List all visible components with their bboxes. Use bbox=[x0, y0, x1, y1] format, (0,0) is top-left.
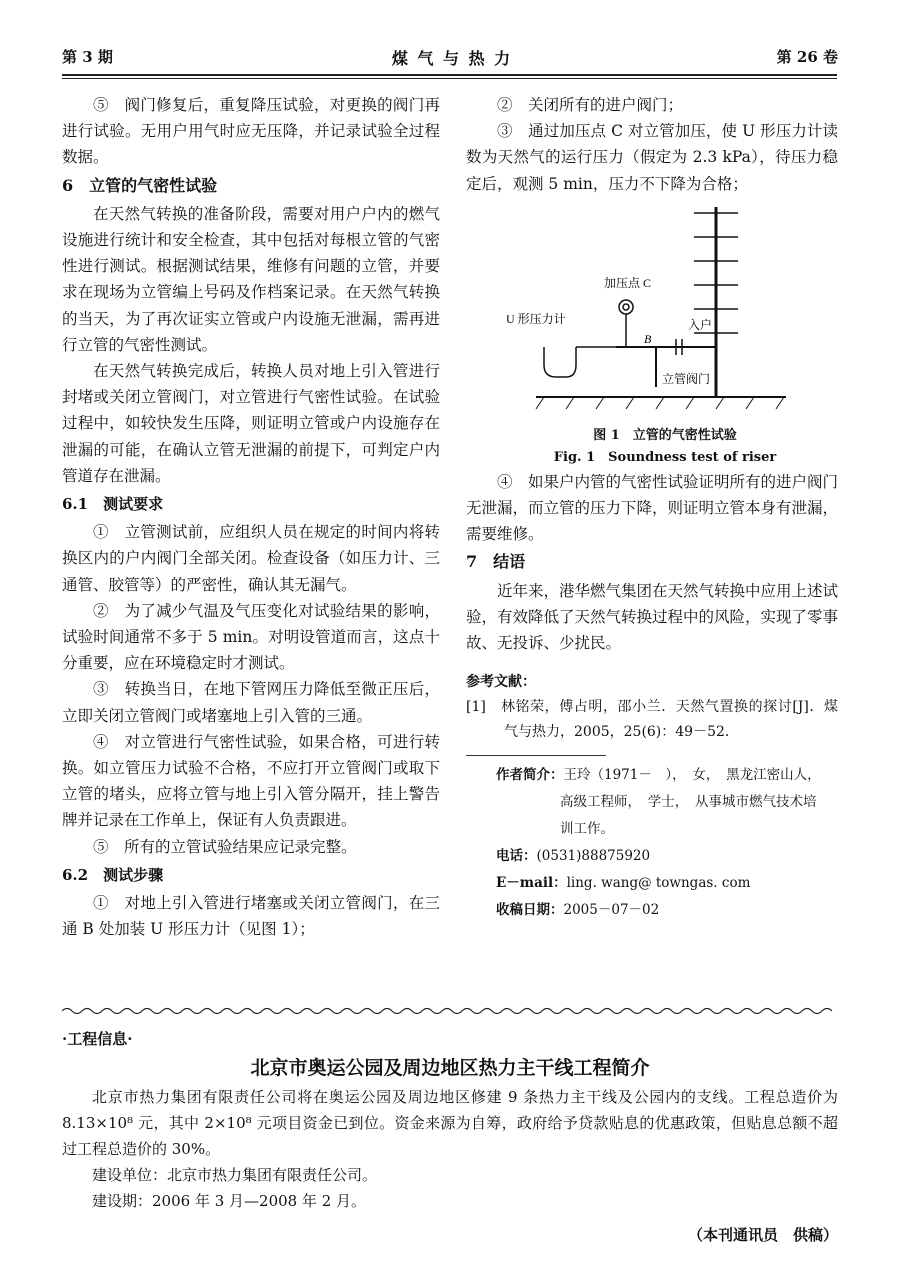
header-rule-thin bbox=[62, 78, 837, 79]
label-inlet: 入户 bbox=[688, 317, 713, 332]
left-column bbox=[62, 92, 440, 943]
label-u-gauge: U 形压力计 bbox=[506, 311, 566, 326]
email-label: E－mail： bbox=[496, 875, 567, 892]
list-item: ③ 转换当日，在地下管网压力降低至微正压后，立即关闭立管阀门或堵塞地上引入管的三通。 bbox=[62, 680, 440, 725]
list-item: ① 对地上引入管进行堵塞或关闭立管阀门，在三通 B 处加装 U 形压力计（见图 1）； bbox=[62, 894, 440, 939]
label-b: B bbox=[644, 331, 652, 346]
date-value: 2005－07－02 bbox=[563, 902, 660, 919]
news-title: 北京市奥运公园及周边地区热力主干线工程简介 bbox=[250, 1057, 650, 1079]
subsection-heading: 6.1 测试要求 bbox=[62, 495, 164, 514]
author-info bbox=[466, 762, 838, 924]
tel-value: (0531)88875920 bbox=[536, 848, 651, 865]
journal-title: 煤 气 与 热 力 bbox=[391, 49, 513, 68]
volume-number: 第 26 卷 bbox=[776, 48, 838, 66]
subsection-heading: 6.2 测试步骤 bbox=[62, 865, 164, 884]
right-column bbox=[466, 92, 838, 924]
header-rule bbox=[62, 74, 837, 76]
figure-caption-en: Fig. 1 Soundness test of riser bbox=[553, 449, 777, 465]
paragraph: 在天然气转换的准备阶段，需要对用户户内的燃气设施进行统计和安全检查，其中包括对每根立管的气密性进行测试。根据测试结果，维修有问题的立管，并要求在现场为立管编上号码及作档案记录。在天然气转换的当天，为了再次证实立管或户内设施无泄漏，需再进行立管的气密性测试。 bbox=[62, 204, 440, 354]
list-item: ① 立管测试前，应组织人员在规定的时间内将转换区内的户内阀门全部关闭。检查设备（如压力计、三通管、胶管等）的严密性，确认其无漏气。 bbox=[62, 523, 440, 594]
list-item: ⑤ 所有的立管试验结果应记录完整。 bbox=[93, 837, 357, 856]
news-block bbox=[62, 1028, 838, 1245]
date-label: 收稿日期： bbox=[496, 902, 564, 919]
email-value: ling. wang@ towngas. com bbox=[566, 875, 751, 892]
wavy-separator bbox=[62, 1006, 838, 1016]
bio-label: 作者简介： bbox=[496, 767, 564, 784]
news-unit: 建设单位：北京市热力集团有限责任公司。 bbox=[92, 1166, 378, 1184]
list-item: ② 关闭所有的进户阀门； bbox=[497, 96, 684, 114]
riser-diagram bbox=[466, 197, 838, 425]
figure-caption-cn: 图 1 立管的气密性试验 bbox=[593, 427, 737, 443]
list-item: ② 为了减少气温及气压变化对试验结果的影响，试验时间通常不多于 5 min。对明设管道而言，这点十分重要，应在环境稳定时才测试。 bbox=[62, 601, 440, 673]
section-heading: 6 立管的气密性试验 bbox=[62, 175, 218, 195]
references bbox=[466, 670, 838, 745]
list-item: ③ 通过加压点 C 对立管加压，使 U 形压力计读数为天然气的运行压力（假定为 2.3 kPa），待压力稳定后，观测 5 min，压力不下降为合格； bbox=[466, 122, 838, 193]
news-source: （本刊通讯员 供稿） bbox=[687, 1226, 838, 1244]
paragraph: 近年来，港华燃气集团在天然气转换中应用上述试验，有效降低了天然气转换过程中的风险，实现了零事故、无投诉、少扰民。 bbox=[466, 581, 839, 653]
paragraph: ⑤ 阀门修复后，重复降压试验，对更换的阀门再进行试验。无用户用气时应无压降，并记录试验全过程数据。 bbox=[62, 96, 440, 167]
label-c: 加压点 C bbox=[604, 275, 652, 290]
bio-text: 高级工程师， 学士， 从事城市燃气技术培 bbox=[560, 794, 817, 811]
list-item: ④ 如果户内管的气密性试验证明所有的进户阀门无泄漏，而立管的压力下降，则证明立管本身有泄漏，需要维修。 bbox=[466, 472, 839, 544]
news-tag: ·工程信息· bbox=[62, 1030, 133, 1048]
tel-label: 电话： bbox=[496, 848, 537, 865]
list-item: ④ 对立管进行气密性试验，如果合格，可进行转换。如立管压力试验不合格，不应打开立管阀门或取下立管的堵头，应将立管与地上引入管分隔开，挂上警告牌并记录在工作单上，保证有人负责跟进。 bbox=[62, 732, 440, 830]
reference-item: [1] 林铭荣，傅占明，邵小兰．天然气置换的探讨[J]．煤气与热力，2005，25(6)：49－52． bbox=[466, 699, 838, 741]
news-period: 建设期：2006 年 3 月—2008 年 2 月。 bbox=[92, 1192, 367, 1210]
label-riser-valve: 立管阀门 bbox=[662, 371, 711, 386]
bio-text: 王玲（1971－ ）， 女， 黑龙江密山人， bbox=[563, 767, 821, 784]
bio-text: 训工作。 bbox=[560, 821, 614, 838]
issue-number: 第 3 期 bbox=[62, 48, 113, 66]
section-heading: 7 结语 bbox=[466, 552, 526, 572]
figure-1 bbox=[466, 197, 838, 425]
paragraph: 在天然气转换完成后，转换人员对地上引入管进行封堵或关闭立管阀门，对立管进行气密性试验。在试验过程中，如较快发生压降，则证明立管或户内设施存在泄漏的可能，在确认立管无泄漏的前提下，可判定户内管道存在泄漏。 bbox=[62, 362, 440, 485]
references-heading: 参考文献： bbox=[466, 674, 536, 691]
news-body: 北京市热力集团有限责任公司将在奥运公园及周边地区修建 9 条热力主干线及公园内的支线。工程总造价为 8.13×10⁸ 元，其中 2×10⁸ 元项目资金已到位。资金来源为自筹，政府给予贷款贴息的优惠政策，但贴息总额不超过工程总造价的 30%。 bbox=[62, 1088, 838, 1158]
separator bbox=[466, 755, 606, 756]
